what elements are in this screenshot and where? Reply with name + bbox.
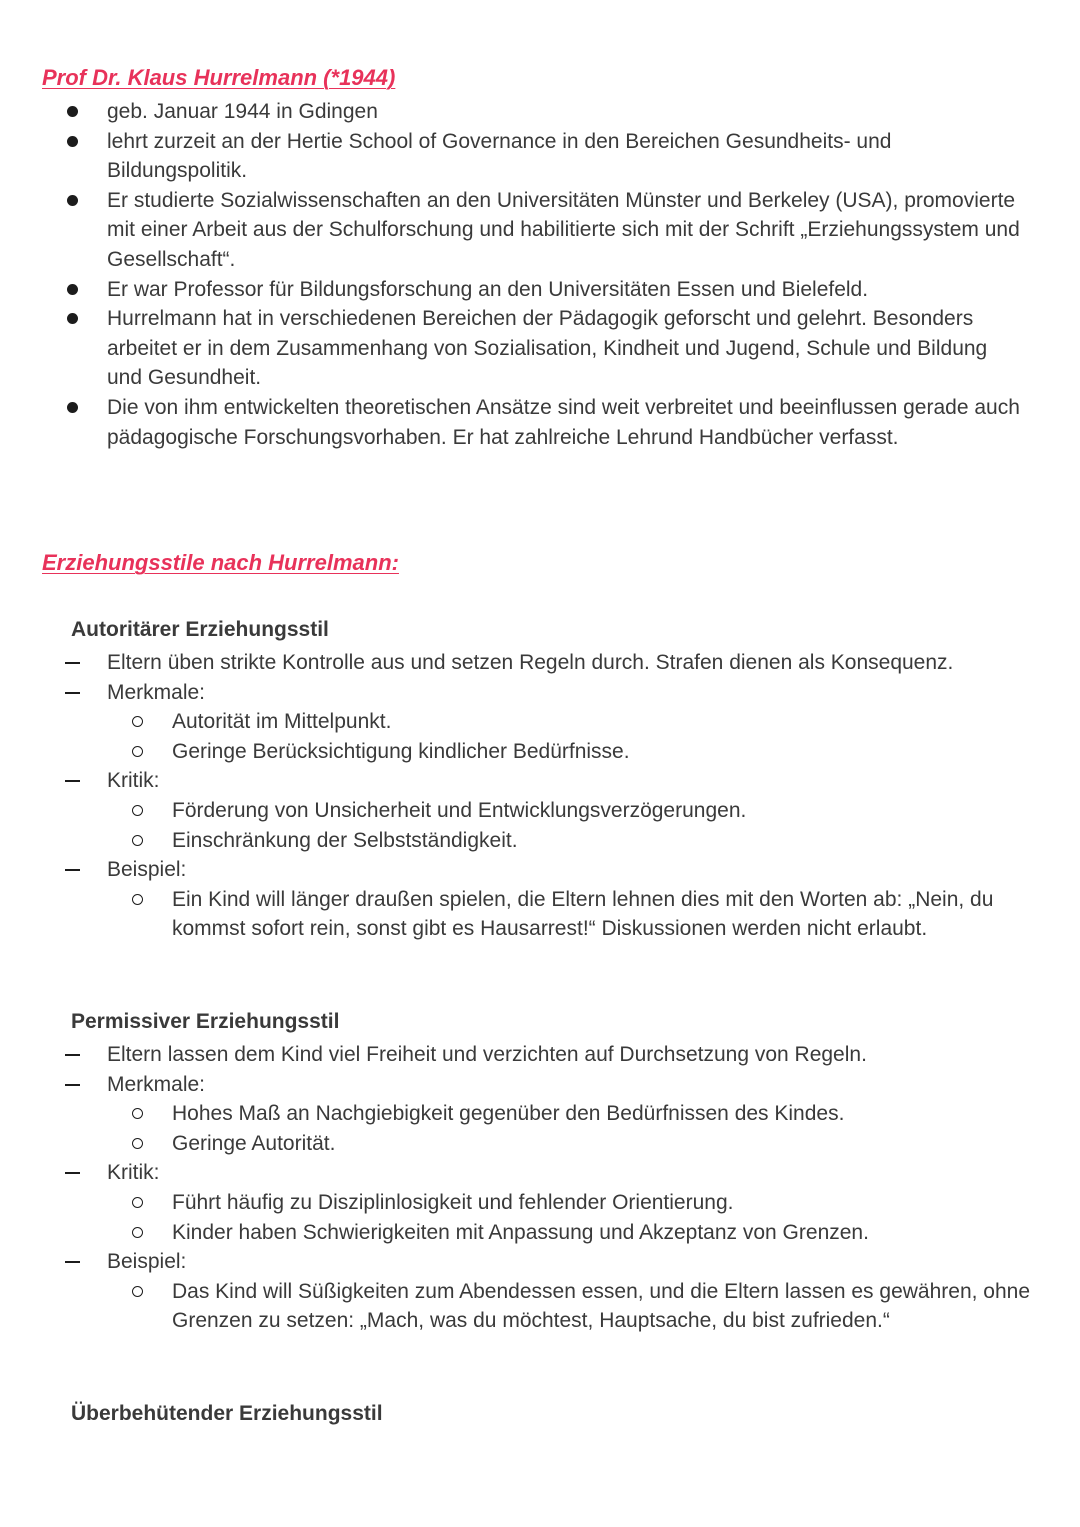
authoritarian-example	[0, 855, 1080, 944]
features-label: Merkmale:	[107, 1072, 206, 1096]
criticism-list	[107, 796, 1080, 855]
authoritarian-criticism	[0, 766, 1080, 855]
authoritarian-title: Autoritärer Erziehungsstil	[71, 618, 329, 641]
bio-item: Hurrelmann hat in verschiedenen Bereichen der Pädagogik geforscht und gelehrt. Besonders arbeitet er in dem Zusammenhang von Sozialisation, Kindheit und Jugend, Schule und Bildung und Gesundheit.	[0, 304, 1080, 393]
permissive-list	[0, 1040, 1080, 1336]
example-item: Das Kind will Süßigkeiten zum Abendessen essen, und die Eltern lassen es gewähren, ohne Grenzen zu setzen: „Mach, was du möchtest, Hauptsache, du bist zufrieden.“	[107, 1277, 1080, 1336]
feature-item: Autorität im Mittelpunkt.	[107, 707, 1080, 737]
example-list	[107, 1277, 1080, 1336]
permissive-example	[0, 1247, 1080, 1336]
features-list	[107, 707, 1080, 766]
feature-item: Hohes Maß an Nachgiebigkeit gegenüber den Bedürfnissen des Kindes.	[107, 1099, 1080, 1129]
criticism-item: Führt häufig zu Disziplinlosigkeit und fehlender Orientierung.	[107, 1188, 1080, 1218]
permissive-description: Eltern lassen dem Kind viel Freiheit und verzichten auf Durchsetzung von Regeln.	[0, 1040, 1080, 1070]
criticism-item: Einschränkung der Selbstständigkeit.	[107, 826, 1080, 856]
bio-item: geb. Januar 1944 in Gdingen	[0, 97, 1080, 127]
criticism-item: Förderung von Unsicherheit und Entwicklungsverzögerungen.	[107, 796, 1080, 826]
example-label: Beispiel:	[107, 858, 187, 882]
authoritarian-description: Eltern üben strikte Kontrolle aus und setzen Regeln durch. Strafen dienen als Konsequenz.	[0, 648, 1080, 678]
bio-item: Die von ihm entwickelten theoretischen Ansätze sind weit verbreitet und beeinflussen gerade auch pädagogische Forschungsvorhaben. Er hat zahlreiche Lehrund Handbücher verfasst.	[0, 393, 1080, 452]
criticism-label: Kritik:	[107, 769, 160, 793]
authoritarian-list	[0, 648, 1080, 944]
example-item: Ein Kind will länger draußen spielen, die Eltern lehnen dies mit den Worten ab: „Nein, du kommst sofort rein, sonst gibt es Hausarrest!“ Diskussionen werden nicht erlaubt.	[107, 885, 1080, 944]
bio-item: Er studierte Sozialwissenschaften an den Universitäten Münster und Berkeley (USA), promovierte mit einer Arbeit aus der Schulforschung und habilitierte sich mit der Schrift „Erziehungssystem und Gesellschaft“.	[0, 186, 1080, 275]
bio-list	[0, 97, 1080, 452]
feature-item: Geringe Berücksichtigung kindlicher Bedürfnisse.	[107, 737, 1080, 767]
features-list	[107, 1099, 1080, 1158]
criticism-item: Kinder haben Schwierigkeiten mit Anpassung und Akzeptanz von Grenzen.	[107, 1218, 1080, 1248]
permissive-features	[0, 1070, 1080, 1159]
example-label: Beispiel:	[107, 1250, 187, 1274]
feature-item: Geringe Autorität.	[107, 1129, 1080, 1159]
criticism-list	[107, 1188, 1080, 1247]
bio-item: Er war Professor für Bildungsforschung an den Universitäten Essen und Bielefeld.	[0, 275, 1080, 305]
features-label: Merkmale:	[107, 680, 206, 704]
example-list	[107, 885, 1080, 944]
bio-item: lehrt zurzeit an der Hertie School of Governance in den Bereichen Gesundheits- und Bildungspolitik.	[0, 127, 1080, 186]
permissive-title: Permissiver Erziehungsstil	[71, 1010, 340, 1033]
styles-heading: Erziehungsstile nach Hurrelmann:	[42, 550, 399, 575]
permissive-criticism	[0, 1158, 1080, 1247]
bio-heading: Prof Dr. Klaus Hurrelmann (*1944)	[42, 65, 396, 90]
overprotective-title: Überbehütender Erziehungsstil	[71, 1402, 383, 1425]
criticism-label: Kritik:	[107, 1161, 160, 1185]
authoritarian-features	[0, 678, 1080, 767]
